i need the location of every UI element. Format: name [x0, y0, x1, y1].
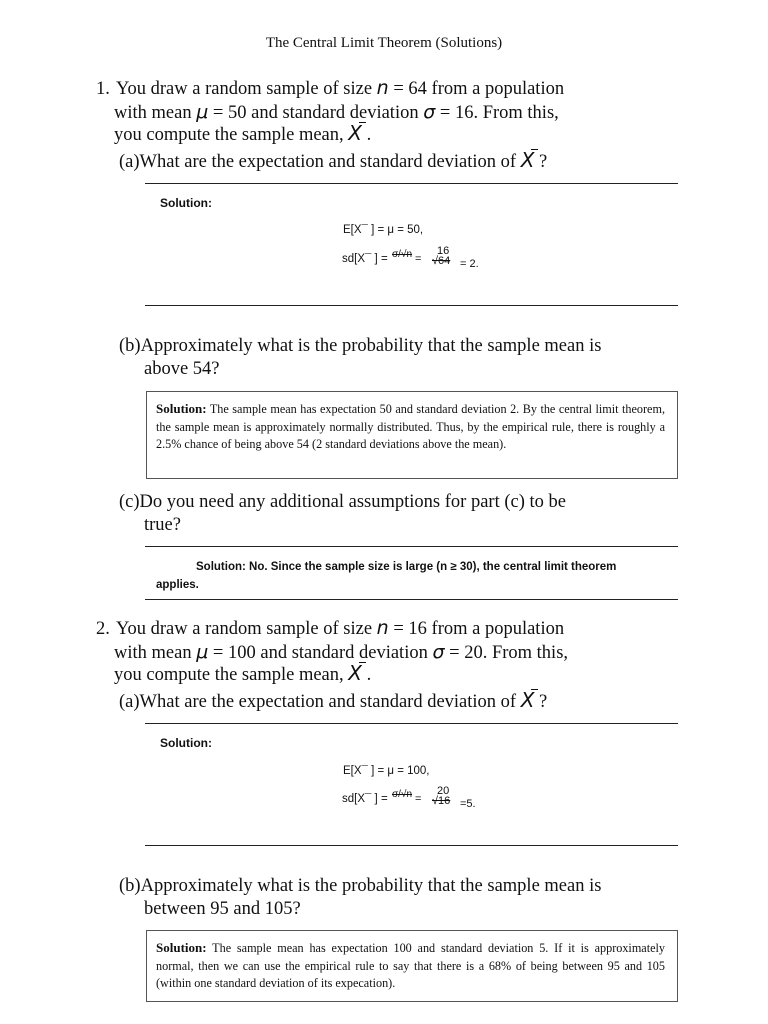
q1-part-a	[119, 148, 699, 174]
equals: =	[415, 793, 422, 805]
solution-text: The sample mean has expectation 50 and standard deviation 2. By the central limit theorem, the sample mean is approximately normally distributed. Thus, by the empirical rule, there is roughly a 2.5% chance of being above 54 (2 standard deviations above the mean).	[156, 402, 665, 451]
expectation-equation: E[X¯ ] = μ = 100,	[343, 765, 430, 777]
q1-text-line2c: = 16. From this,	[435, 102, 559, 123]
q2-text-line2b: = 100 and standard deviation	[208, 642, 433, 663]
fraction-denominator: √16	[432, 795, 451, 807]
sd-lhs: sd[X¯ ] =	[342, 253, 388, 265]
q2-text-line3b: .	[361, 665, 372, 685]
q2-text-line3a: you compute the sample mean,	[114, 665, 349, 685]
fraction-numerator: 20	[437, 785, 450, 797]
mu-symbol: μ	[196, 640, 209, 663]
part-label: (b)	[119, 876, 141, 896]
fraction-denominator: √64	[432, 255, 451, 267]
solution-label: Solution:	[156, 401, 207, 416]
q1-text-line1a: You draw a random sample of size	[116, 79, 377, 99]
solution-heading: Solution:	[160, 736, 212, 750]
q1-part-b	[119, 335, 689, 381]
part-text-line2: between 95 and 105?	[144, 899, 301, 919]
part-label: (b)	[119, 336, 141, 356]
q1-text-line3a: you compute the sample mean,	[114, 125, 349, 145]
xbar-symbol: X	[520, 688, 535, 712]
q2-text-line2a: with mean	[114, 642, 197, 663]
question-number: 1.	[96, 79, 110, 99]
equals: =	[415, 253, 422, 265]
mu-symbol: μ	[196, 100, 209, 123]
sd-lhs: sd[X¯ ] =	[342, 793, 388, 805]
solution-text: The sample mean has expectation 100 and standard deviation 5. If it is approximately normal, then we can use the empirical rule to say that there is a 68% of being between 95 and 105 (within one standard deviation of its expecation).	[156, 941, 665, 990]
page-title: The Central Limit Theorem (Solutions)	[265, 35, 503, 51]
q1-part-c	[119, 491, 689, 537]
part-label: (a)	[119, 152, 140, 172]
n-symbol: n	[376, 77, 389, 99]
sd-result: = 2.	[460, 258, 479, 270]
part-text-line2: above 54?	[144, 359, 220, 379]
part-text-end: ?	[534, 692, 548, 712]
expectation-equation: E[X¯ ] = μ = 50,	[343, 224, 424, 236]
sd-equation	[342, 785, 542, 817]
part-label: (a)	[119, 692, 140, 712]
q1-text-line3b: .	[361, 125, 372, 145]
question-1	[96, 77, 696, 147]
solution-label: Solution:	[156, 940, 207, 955]
sigma-symbol: σ	[432, 640, 445, 663]
q2-text-line2c: = 20. From this,	[444, 642, 569, 663]
solution-box	[146, 930, 678, 1002]
solution-box	[146, 391, 678, 479]
xbar-symbol: X	[348, 661, 362, 685]
q1-text-line2a: with mean	[114, 102, 197, 123]
part-text-line1: Approximately what is the probability that the sample mean is	[140, 876, 602, 896]
xbar-symbol: X	[520, 148, 535, 172]
sigma-symbol: σ	[423, 100, 436, 123]
q1-text-line2b: = 50 and standard deviation	[208, 102, 424, 123]
sigma-over-root-n: σ/√n	[392, 789, 412, 800]
part-text: What are the expectation and standard deviation of	[139, 692, 521, 712]
q2-text-line1a: You draw a random sample of size	[116, 619, 377, 639]
part-text-line1: Do you need any additional assumptions for part (c) to be	[139, 492, 566, 512]
part-text: What are the expectation and standard deviation of	[139, 152, 521, 172]
question-2	[96, 617, 696, 687]
divider	[145, 305, 678, 306]
xbar-symbol: X	[348, 121, 362, 145]
divider	[145, 599, 678, 600]
divider	[145, 183, 678, 184]
part-text-line2: true?	[144, 515, 181, 535]
solution-text	[156, 558, 676, 594]
part-text-line1: Approximately what is the probability that the sample mean is	[140, 336, 602, 356]
q2-part-a	[119, 688, 699, 714]
q1-text-line1b: = 64 from a population	[388, 79, 565, 99]
q2-text-line1b: = 16 from a population	[388, 619, 565, 639]
sd-result: =5.	[460, 798, 476, 810]
n-symbol: n	[376, 617, 389, 639]
solution-line1: Solution: No. Since the sample size is large (n ≥ 30), the central limit theorem	[196, 561, 617, 573]
fraction-numerator: 16	[437, 245, 450, 257]
question-number: 2.	[96, 619, 110, 639]
q2-part-b	[119, 875, 689, 921]
solution-line2: applies.	[156, 579, 199, 591]
divider	[145, 723, 678, 724]
part-text-end: ?	[534, 152, 548, 172]
part-label: (c)	[119, 492, 140, 512]
sigma-over-root-n: σ/√n	[392, 249, 412, 260]
divider	[145, 845, 678, 846]
sd-equation	[342, 245, 542, 277]
solution-heading: Solution:	[160, 196, 212, 210]
divider	[145, 546, 678, 547]
